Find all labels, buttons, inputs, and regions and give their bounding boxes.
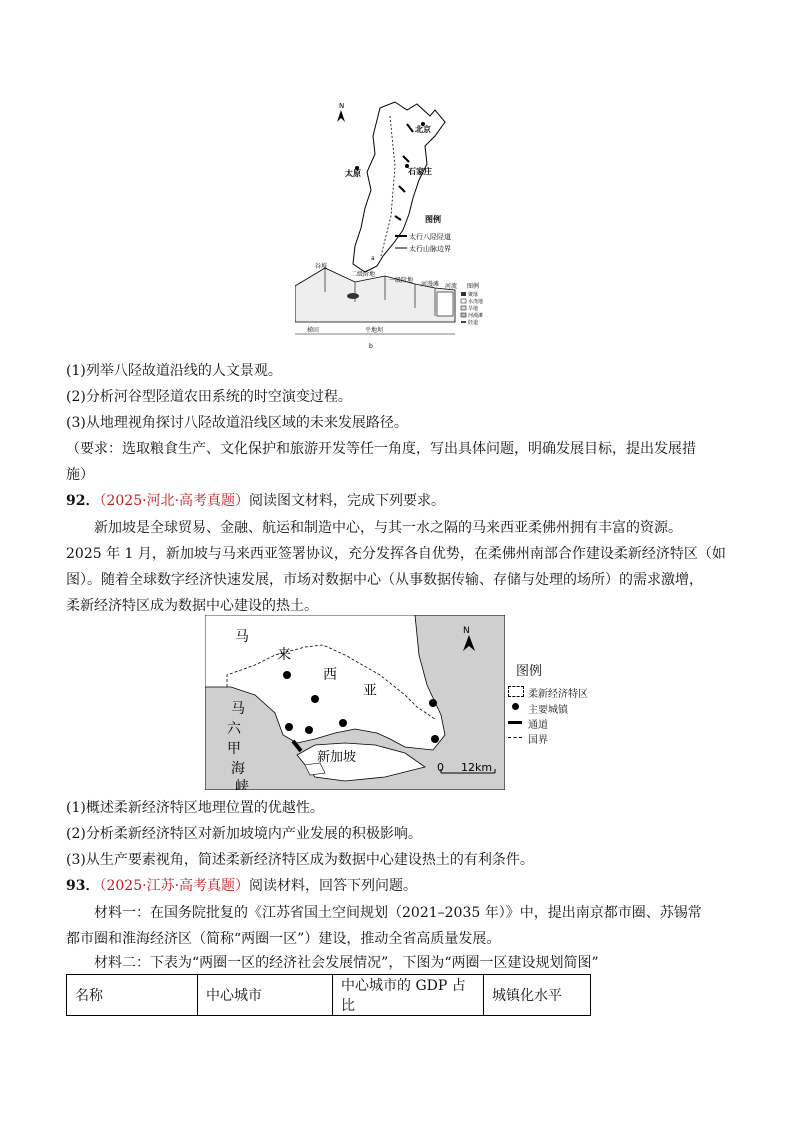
q92-para2-line3: 柔新经济特区成为数据中心建设的热土。 bbox=[66, 598, 318, 614]
town-dot-2 bbox=[311, 695, 319, 703]
settlement-mark bbox=[347, 293, 359, 299]
legend2-title: 图例 bbox=[516, 664, 543, 679]
strait-char-3: 甲 bbox=[227, 741, 241, 757]
legend2-town-label: 主要城镇 bbox=[528, 705, 568, 716]
legend-title: 图例 bbox=[425, 215, 441, 224]
q92-item-3: (3)从生产要素视角，简述柔新经济特区成为数据中心建设热土的有利条件。 bbox=[66, 852, 534, 868]
legend-boundary-label: 太行山脉边界 bbox=[409, 245, 451, 253]
q92-source: （2025·河北·高考真题） bbox=[99, 493, 250, 509]
q92-instruction: 阅读图文材料，完成下列要求。 bbox=[249, 493, 446, 509]
section-label-slope: 谷坡 bbox=[315, 263, 328, 270]
legend-swatch-settlement bbox=[461, 292, 466, 296]
q93-source: （2025·江苏·高考真题） bbox=[99, 878, 250, 894]
q93-material1-line1: 材料一：在国务院批复的《江苏省国土空间规划（2021–2035 年）》中，提出南京都市圈、苏锡常 bbox=[94, 905, 702, 921]
section-label-terrace1: 一级阶地 bbox=[389, 277, 414, 284]
q92-para2-line1: 2025 年 1 月，新加坡与马来西亚签署协议，充分发挥各自优势，在柔佛州南部合作建设柔新经济特区（如 bbox=[66, 546, 726, 562]
legend-path-label: 太行八陉陉道 bbox=[409, 233, 451, 241]
q92-number: 92． bbox=[66, 493, 100, 509]
scale-label: 12km bbox=[461, 761, 493, 774]
table-header-row bbox=[67, 975, 591, 1016]
q91-requirement-line2: 施） bbox=[66, 467, 94, 483]
beijing-label: 北京 bbox=[415, 125, 431, 134]
taihang-map-svg bbox=[295, 96, 505, 354]
town-dot-7 bbox=[431, 735, 439, 743]
q92-para1: 新加坡是全球贸易、金融、航运和制造中心，与其一水之隔的马来西亚柔佛州拥有丰富的资源。 bbox=[94, 520, 682, 536]
section-legend-dry: 旱地 bbox=[468, 306, 479, 312]
johor-map-figure bbox=[205, 615, 505, 790]
section-legend-path: 陉道 bbox=[468, 320, 479, 326]
label-flat-dam: 平地坝 bbox=[365, 327, 384, 334]
johor-map-legend bbox=[508, 660, 618, 750]
town-dot-4 bbox=[285, 723, 293, 731]
strait-char-2: 六 bbox=[227, 721, 241, 737]
table-header-gdp-share: 中心城市的 GDP 占比 bbox=[333, 975, 484, 1016]
legend-swatch-dry bbox=[461, 306, 466, 310]
legend2-zone-label: 柔新经济特区 bbox=[528, 689, 588, 700]
q93-instruction: 阅读材料，回答下列问题。 bbox=[249, 878, 418, 894]
q92-item-1: (1)概述柔新经济特区地理位置的优越性。 bbox=[66, 800, 324, 816]
label-b: b bbox=[369, 343, 373, 350]
section-legend-title: 图例 bbox=[467, 283, 480, 290]
q93-material2: 材料二：下表为“两圈一区的经济社会发展情况”，下图为“两圈一区建设规划简图” bbox=[94, 955, 599, 971]
section-label-river: 河流 bbox=[445, 283, 458, 290]
north-arrow-icon bbox=[337, 110, 345, 122]
north-letter: N bbox=[339, 102, 345, 110]
strait-char-5: 峡 bbox=[235, 779, 249, 790]
legend-swatch-irrigated bbox=[461, 299, 466, 303]
label-xi: 西 bbox=[323, 667, 337, 683]
development-table bbox=[66, 974, 591, 1016]
label-terrace-field: 梯田 bbox=[307, 327, 320, 334]
label-ya: 亚 bbox=[363, 683, 377, 699]
singapore-label: 新加坡 bbox=[317, 750, 357, 765]
legend2-border-label: 国界 bbox=[528, 735, 548, 746]
section-label-floodplain: 河漫滩 bbox=[421, 281, 440, 288]
map2-north-letter: N bbox=[463, 626, 470, 636]
town-dot-3 bbox=[429, 699, 437, 707]
river-mark bbox=[437, 292, 453, 316]
town-dot-1 bbox=[283, 671, 291, 679]
legend2-town-swatch bbox=[512, 703, 519, 710]
table-header-urbanization: 城镇化水平 bbox=[484, 975, 591, 1016]
legend2-zone-swatch bbox=[508, 686, 524, 697]
q93-header bbox=[66, 876, 417, 896]
town-dot-5 bbox=[305, 726, 313, 734]
q92-item-2: (2)分析柔新经济特区对新加坡境内产业发展的积极影响。 bbox=[66, 826, 422, 842]
table-header-name: 名称 bbox=[67, 975, 198, 1016]
q91-item-2: (2)分析河谷型陉道农田系统的时空演变过程。 bbox=[66, 389, 352, 405]
q92-para2-line2: 图）。随着全球数字经济快速发展，市场对数据中心（从事数据传输、存储与处理的场所）的需求激增， bbox=[66, 572, 703, 588]
q93-number: 93． bbox=[66, 878, 100, 894]
strait-char-1: 马 bbox=[231, 701, 245, 717]
section-label-terrace2: 二级阶地 bbox=[351, 271, 376, 278]
table-header-center-city: 中心城市 bbox=[198, 975, 333, 1016]
taiyuan-label: 太原 bbox=[345, 169, 361, 178]
legend-swatch-floodplain bbox=[461, 313, 466, 317]
johor-map-svg bbox=[205, 615, 505, 790]
section-legend-settlement: 聚落 bbox=[468, 292, 479, 298]
label-lai: 来 bbox=[277, 647, 291, 663]
legend2-border-swatch bbox=[508, 737, 522, 738]
scale-zero: 0 bbox=[437, 761, 444, 774]
strait-char-4: 海 bbox=[231, 761, 245, 777]
legend2-corridor-label: 通道 bbox=[528, 720, 548, 731]
label-ma: 马 bbox=[235, 629, 249, 645]
section-legend-floodplain: 河漫滩 bbox=[468, 313, 484, 319]
legend2-corridor-swatch bbox=[508, 721, 522, 724]
taihang-boundary bbox=[381, 116, 395, 256]
q91-item-1: (1)列举八陉故道沿线的人文景观。 bbox=[66, 363, 282, 379]
section-legend-irrigated: 水浇地 bbox=[468, 299, 484, 305]
town-dot-6 bbox=[339, 719, 347, 727]
q93-material1-line2: 都市圈和淮海经济区（简称“两圈一区”）建设，推动全省高质量发展。 bbox=[66, 931, 501, 947]
taihang-map-figure bbox=[295, 96, 505, 354]
q92-header bbox=[66, 491, 445, 511]
q91-requirement-line1: （要求：选取粮食生产、文化保护和旅游开发等任一角度，写出具体问题，明确发展目标，提出发展措 bbox=[66, 441, 696, 457]
shijiazhuang-label: 石家庄 bbox=[408, 167, 432, 176]
q91-item-3: (3)从地理视角探讨八陉故道沿线区域的未来发展路径。 bbox=[66, 415, 408, 431]
label-a: a bbox=[371, 255, 375, 262]
